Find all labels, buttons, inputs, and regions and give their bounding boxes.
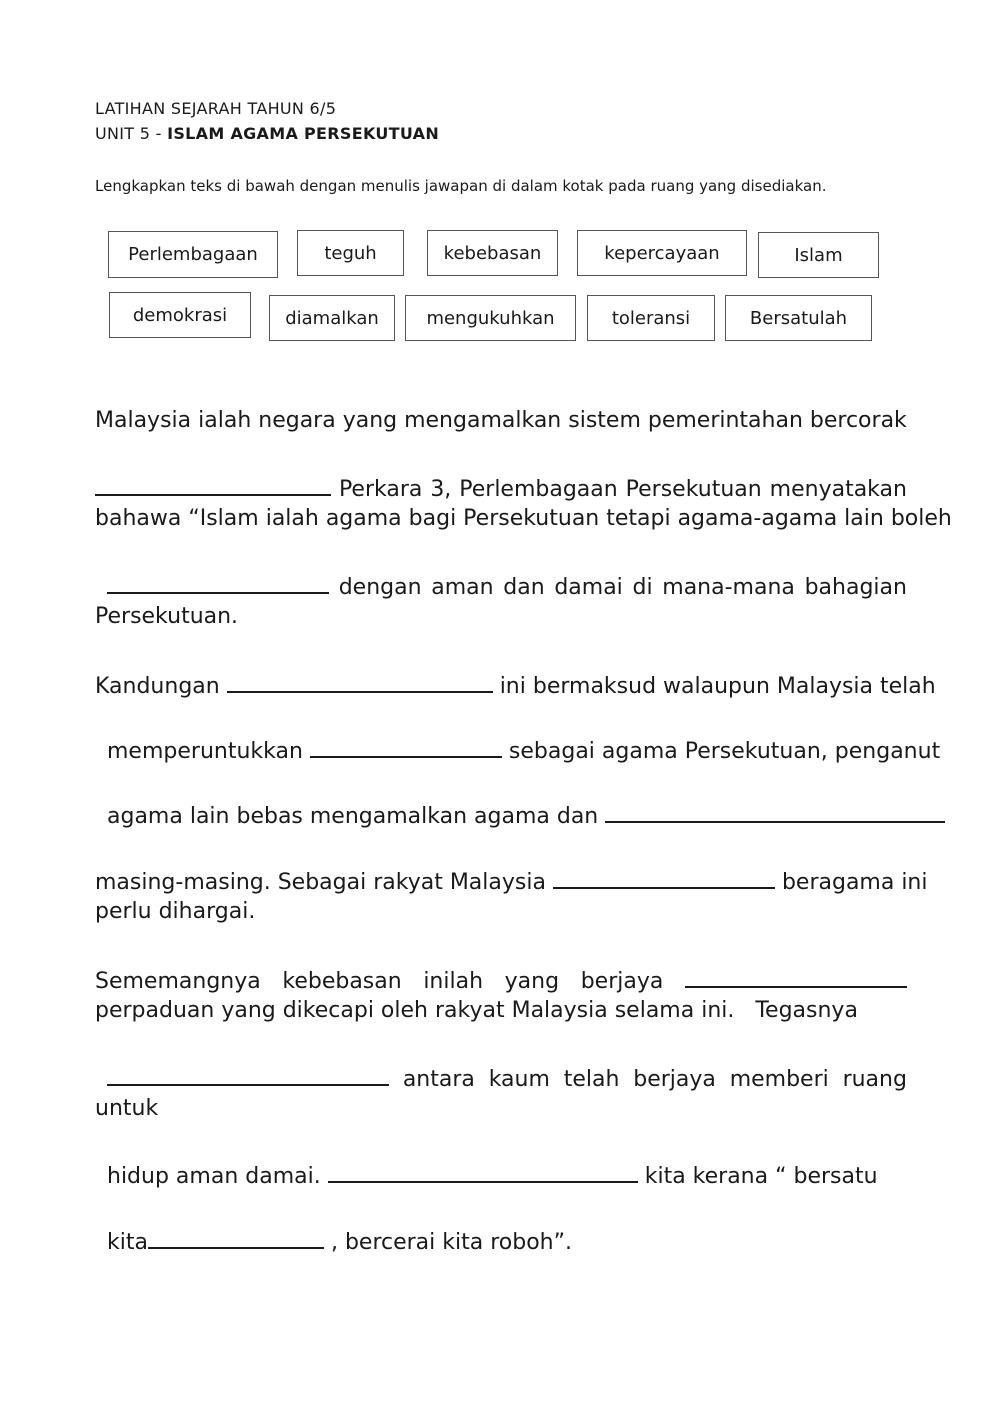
answer-blank[interactable] [227,671,493,693]
passage-line: bahawa “Islam ialah agama bagi Persekutuan tetapi agama-agama lain boleh [95,506,952,531]
text: kita kerana “ bersatu [637,1164,878,1189]
word-box[interactable] [269,295,395,341]
text: sebagai agama Persekutuan, penganut [501,739,941,764]
word-label: kebebasan [443,242,542,264]
word: memberi [729,1067,829,1092]
word: Perkara [338,477,423,502]
word-label: demokrasi [132,304,228,326]
answer-blank[interactable] [107,572,329,594]
text: masing-masing. Sebagai rakyat Malaysia [95,870,553,895]
word: Sememangnya [95,969,261,994]
answer-blank[interactable] [148,1227,324,1249]
text: agama lain bebas mengamalkan agama dan [107,804,606,829]
word: berjaya [580,969,664,994]
word-label: Perlembagaan [128,244,258,265]
word-box[interactable] [587,295,715,341]
passage-line [95,671,936,699]
answer-blank[interactable] [107,1064,389,1086]
word: yang [504,969,560,994]
word: inilah [423,969,484,994]
word: kebebasan [282,969,402,994]
passage-line: perlu dihargai. [95,899,256,924]
text: beragama ini [774,870,928,895]
word: bahagian [804,575,907,600]
text: memperuntukkan [107,739,310,764]
word: damai [554,575,623,600]
passage-line [107,1161,878,1189]
text: kita [107,1230,148,1255]
passage-line [95,474,907,502]
word: dan [503,575,545,600]
word-box[interactable] [297,230,404,276]
passage-line [107,801,945,829]
word: Persekutuan [625,477,762,502]
word-box[interactable] [758,232,879,278]
unit-title [95,124,439,143]
word-label: teguh [324,242,377,264]
word-label: kepercayaan [604,242,720,264]
passage-line [107,1064,907,1092]
word-box[interactable] [427,230,558,276]
answer-blank[interactable] [605,801,945,823]
passage-line: Malaysia ialah negara yang mengamalkan sistem pemerintahan bercorak [95,408,907,433]
word: di [632,575,653,600]
word-box[interactable] [725,295,872,341]
worksheet-title: LATIHAN SEJARAH TAHUN 6/5 [95,99,337,118]
text: hidup aman damai. [107,1164,328,1189]
word-box[interactable] [108,231,278,278]
word: aman [431,575,494,600]
word-label: Islam [794,244,843,266]
word: kaum [488,1067,550,1092]
answer-blank[interactable] [95,474,331,496]
passage-line [95,867,928,895]
word: antara [402,1067,475,1092]
answer-blank[interactable] [685,966,907,988]
word-label: diamalkan [285,307,379,329]
word: Perlembagaan [459,477,618,502]
word: dengan [338,575,422,600]
passage-line: perpaduan yang dikecapi oleh rakyat Malaysia selama ini. Tegasnya [95,998,858,1023]
text: , bercerai kita roboh”. [323,1230,573,1255]
word-box[interactable] [577,230,747,276]
word-label: Bersatulah [749,307,848,329]
text: Kandungan [95,674,227,699]
word: ruang [842,1067,907,1092]
passage-line: untuk [95,1096,159,1121]
word: 3, [430,477,452,502]
answer-blank[interactable] [553,867,775,889]
unit-label: UNIT 5 - [95,124,168,143]
word: telah [563,1067,620,1092]
word-label: mengukuhkan [426,307,555,329]
passage-line [107,736,940,764]
answer-blank[interactable] [328,1161,638,1183]
word-box[interactable] [405,295,576,341]
word: menyatakan [769,477,907,502]
passage-line [95,966,907,994]
instruction-text: Lengkapkan teks di bawah dengan menulis jawapan di dalam kotak pada ruang yang disediakan. [95,177,827,195]
word-label: toleransi [611,307,691,329]
passage-line [107,1227,572,1255]
word: mana-mana [662,575,795,600]
word-box[interactable] [109,292,251,338]
answer-blank[interactable] [310,736,502,758]
text: ini bermaksud walaupun Malaysia telah [492,674,936,699]
word: berjaya [633,1067,716,1092]
passage-line [107,572,907,600]
passage-line: Persekutuan. [95,604,239,629]
unit-topic: ISLAM AGAMA PERSEKUTUAN [167,124,440,143]
